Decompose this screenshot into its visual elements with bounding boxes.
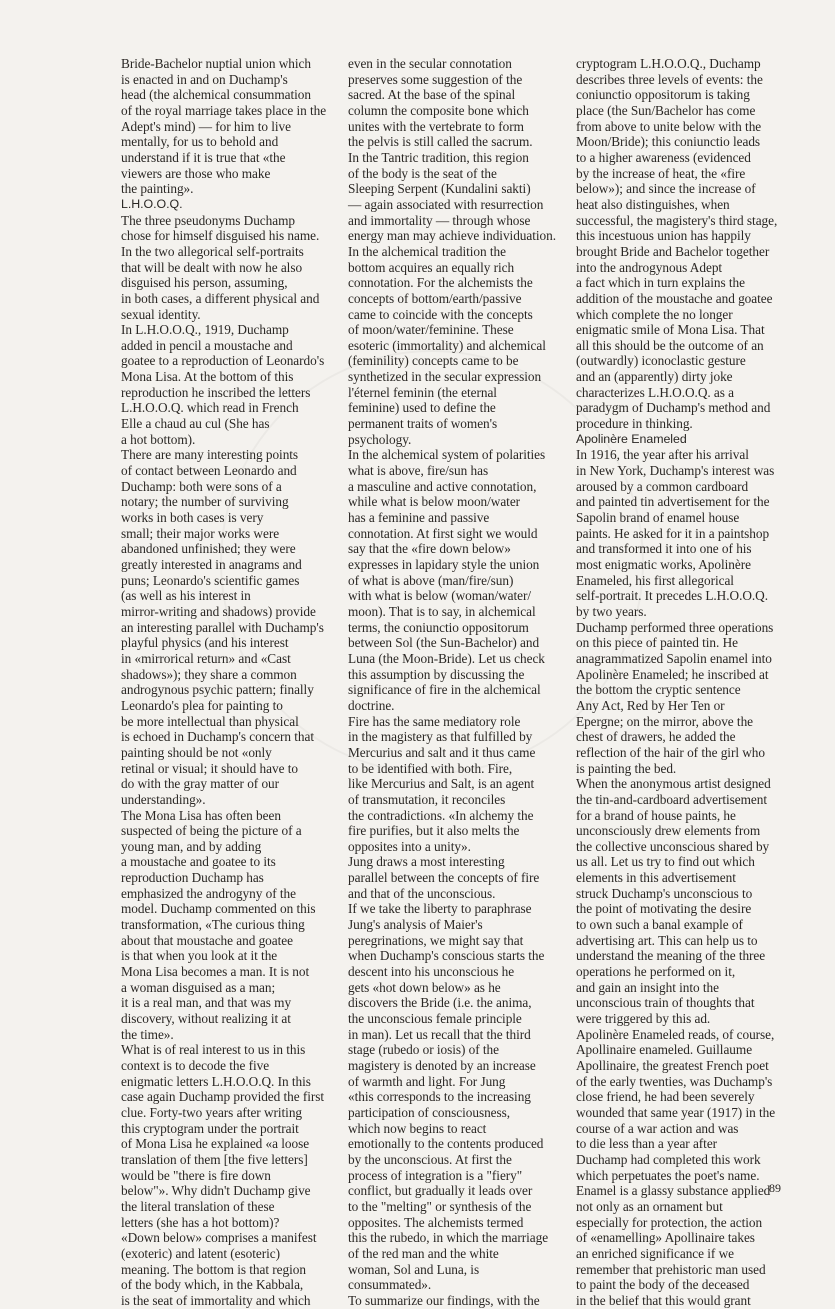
paragraph: Fire has the same mediatory role in the magistery as that fulfilled by Mercurius and salt and it thus came to be identified with both. Fire, like Mercurius and Salt, is an agent of transmutation, it reconciles the contradictions. «In alchemy the fire purifies, but it also melts the opposites into a unity». bbox=[348, 713, 536, 854]
section-heading: Apolinère Enameled bbox=[576, 431, 687, 446]
paragraph: Duchamp performed three operations on this piece of painted tin. He anagrammatized Sapolin enamel into Apolinère Enameled; he inscribed at the bottom the cryptic sentence Any Act, Red by Her Ten or Epergne; on the mirror, above the chest of drawers, he added the reflection of the hair of the girl who is painting the bed. bbox=[576, 619, 774, 776]
paragraph: If we take the liberty to paraphrase Jung's analysis of Maier's peregrinations, we might say that when Duchamp's conscious starts the descent into his unconscious he gets «hot down below» as he discovers the Bride (i.e. the anima, the unconscious female principle in man). Let us recall that the third stage (rubedo or iosis) of the magistery is denoted by an increase of warmth and light. For Jung «this corresponds to the increasing participation of consciousness, which now begins to react emotionally to the contents produced by the unconscious. At first the process of integration is a "fiery" conflict, but gradually it leads over to the "melting" or synthesis of the opposites. The alchemists termed this the rubedo, in which the marriage of the red man and the white woman, Sol and Luna, is consummated». bbox=[348, 901, 549, 1293]
text-column-2 bbox=[348, 56, 580, 1309]
paragraph: cryptogram L.H.O.O.Q., Duchamp describes three levels of events: the coniunctio oppositorum is taking place (the Sun/Bachelor has come from above to unite below with the Moon/Bride); this coniunctio leads to a higher awareness (evidenced by the increase of heat, the «fire below»); and since the increase of heat also distinguishes, when successful, the magistery's third stage, this incestuous union has happily brought Bride and Bachelor together into the androgynous Adept a fact which in turn explains the addition of the moustache and goatee which complete the no longer enigmatic smile of Mona Lisa. That all this should be the outcome of an (outwardly) iconoclastic gesture and an (apparently) dirty joke characterizes L.H.O.O.Q. as a paradygm of Duchamp's method and procedure in thinking. bbox=[576, 56, 778, 432]
paragraph: In the alchemical tradition the bottom acquires an equally rich connotation. For the alchemists the concepts of bottom/earth/passive came to coincide with the concepts of moon/water/feminine. These esoteric (immortality) and alchemical (feminility) concepts came to be synthetized in the secular expression l'éternel feminin (the eternal feminine) used to define the permanent traits of women's psychology. bbox=[348, 243, 546, 447]
text-column-3 bbox=[576, 56, 808, 1309]
paragraph: When the anonymous artist designed the tin-and-cardboard advertisement for a brand of house paints, he unconsciously drew elements from the collective unconscious shared by us all. Let us try to find out which elements in this advertisement struck Duchamp's unconscious to the point of motivating the desire to own such a banal example of advertising art. This can help us to understand the meaning of the three operations he performed on it, and gain an insight into the unconscious train of thoughts that were triggered by this ad. bbox=[576, 776, 771, 1027]
paragraph: To summarize our findings, with the bbox=[348, 1292, 540, 1308]
paragraph: Jung draws a most interesting parallel between the concepts of fire and that of the unconscious. bbox=[348, 854, 540, 901]
paragraph: In 1916, the year after his arrival in New York, Duchamp's interest was aroused by a common cardboard and painted tin advertisement for the Sapolin brand of enamel house paints. He asked for it in a paintshop and transformed it into one of his most enigmatic works, Apolinère Enameled, his first allegorical self-portrait. It precedes L.H.O.O.Q. by two years. bbox=[576, 447, 775, 619]
paragraph: There are many interesting points of contact between Leonardo and Duchamp: both were sons of a notary; the number of surviving works in both cases is very small; their major works were abandoned unfinished; they were greatly interested in anagrams and puns; Leonardo's scientific games (as well as his interest in mirror-writing and shadows) provide an interesting parallel with Duchamp's playful physics (and his interest in «mirrorical return» and «Cast shadows»); they share a common androgynous psychic pattern; finally Leonardo's plea for painting to be more intellectual than physical is echoed in Duchamp's concern that painting should be not «only retinal or visual; it should have to do with the gray matter of our understanding». bbox=[121, 447, 324, 807]
paragraph: In the Tantric tradition, this region of the body is the seat of the Sleeping Serpent (Kundalini sakti) — again associated with resurrection and immortality — through whose energy man may achieve individuation. bbox=[348, 149, 557, 244]
paragraph: Apolinère Enameled reads, of course, Apollinaire enameled. Guillaume Apollinaire, the greatest French poet of the early twenties, was Duchamp's close friend, he had been severely wounded that same year (1917) in the course of a war action and was to die less than a year after Duchamp had completed this work which perpetuates the poet's name. Enamel is a glassy substance applied not only as an ornament but especially for protection, the action of «enamelling» Apollinaire takes an enriched significance if we remember that prehistoric man used to paint the body of the deceased in the belief that this would grant bbox=[576, 1026, 776, 1308]
paragraph: even in the secular connotation preserves some suggestion of the sacred. At the base of the spinal column the composite bone which unites with the vertebrate to form the pelvis is still called the sacrum. bbox=[348, 56, 533, 150]
section-heading: L.H.O.O.Q. bbox=[121, 196, 183, 211]
paragraph: In the alchemical system of polarities what is above, fire/sun has a masculine and active connotation, while what is below moon/water has a feminine and passive connotation. At first sight we would say that the «fire down below» expresses in lapidary style the union of what is above (man/fire/sun) with what is below (woman/water/ moon). That is to say, in alchemical terms, the coniunctio oppositorum between Sol (the Sun-Bachelor) and Luna (the Moon-Bride). Let us check this assumption by discussing the significance of fire in the alchemical doctrine. bbox=[348, 447, 546, 713]
paragraph: Bride-Bachelor nuptial union which is enacted in and on Duchamp's head (the alchemical consummation of the royal marriage takes place in the Adept's mind) — for him to live mentally, for us to behold and understand if it is true that «the viewers are those who make the painting». bbox=[121, 56, 327, 197]
text-column-1 bbox=[121, 56, 353, 1309]
paragraph: The Mona Lisa has often been suspected of being the picture of a young man, and by adding a moustache and goatee to its reproduction Duchamp has emphasized the androgyny of the model. Duchamp commented on this transformation, «The curious thing about that moustache and goatee is that when you look at it the Mona Lisa becomes a man. It is not a woman disguised as a man; it is a real man, and that was my discovery, without realizing it at the time». bbox=[121, 807, 316, 1042]
paragraph: The three pseudonyms Duchamp chose for himself disguised his name. In the two allegorical self-portraits that will be dealt with now he also disguised his person, assuming, in both cases, a different physical and sexual identity. bbox=[121, 212, 320, 322]
paragraph: What is of real interest to us in this context is to decode the five enigmatic letters L.H.O.O.Q. In this case again Duchamp provided the first clue. Forty-two years after writing this cryptogram under the portrait of Mona Lisa he explained «a loose translation of them [the five letters] would be "there is fire down below"». Why didn't Duchamp give the literal translation of these letters (she has a hot bottom)? «Down below» comprises a manifest (exoteric) and latent (esoteric) meaning. The bottom is that region of the body which, in the Kabbala, is the seat of immortality and which bbox=[121, 1042, 325, 1308]
page-number: 89 bbox=[769, 1181, 781, 1195]
paragraph: In L.H.O.O.Q., 1919, Duchamp added in pencil a moustache and goatee to a reproduction of Leonardo's Mona Lisa. At the bottom of this reproduction he inscribed the letters L.H.O.O.Q. which read in French Elle a chaud au cul (She has a hot bottom). bbox=[121, 322, 325, 447]
